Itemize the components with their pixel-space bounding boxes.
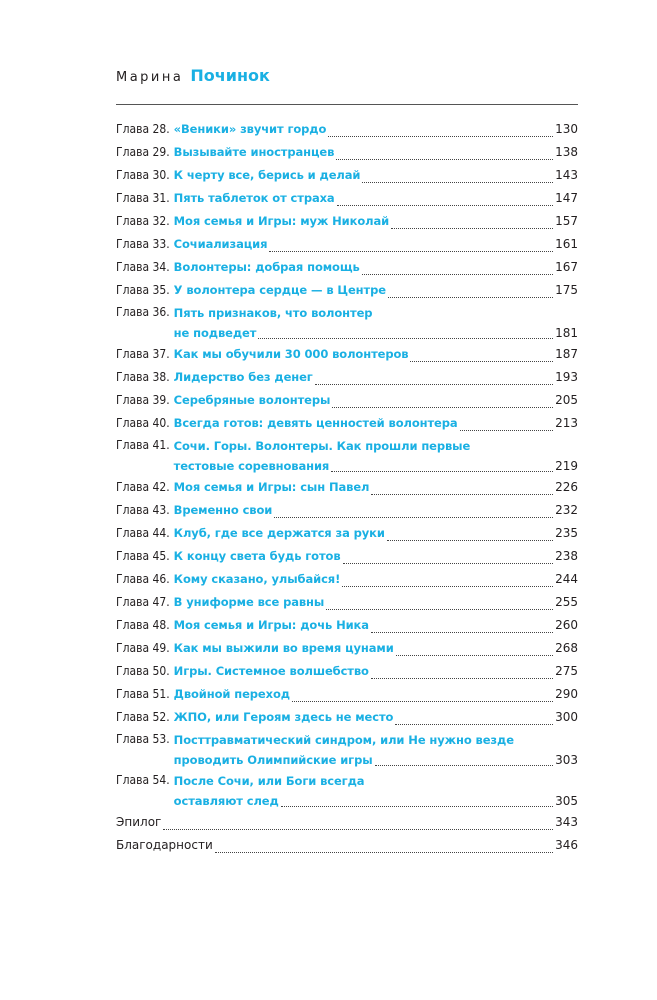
chapter-number: Глава 38.	[116, 370, 170, 384]
toc-entry	[116, 499, 578, 522]
chapter-number: Глава 44.	[116, 526, 170, 540]
dot-leader	[315, 383, 553, 385]
toc-entry	[116, 637, 578, 660]
dot-leader	[395, 723, 553, 725]
dot-leader	[332, 406, 553, 408]
toc-entry	[116, 389, 578, 412]
toc-entry	[116, 210, 578, 233]
chapter-title: Волонтеры: добрая помощь	[173, 260, 360, 274]
chapter-title: Сочиализация	[173, 237, 268, 251]
chapter-title: Игры. Системное волшебство	[173, 664, 369, 678]
chapter-title: К черту все, берись и делай	[173, 168, 361, 182]
toc-entry	[116, 683, 578, 706]
author-first-name: Марина	[116, 70, 184, 85]
dot-leader	[375, 764, 554, 766]
page-number: 161	[555, 237, 578, 251]
page-number: 290	[555, 687, 578, 701]
chapter-title: тестовые соревнования	[173, 459, 330, 473]
page-number: 205	[555, 393, 578, 407]
dot-leader	[342, 585, 553, 587]
section-title: Благодарности	[116, 838, 213, 852]
toc-entry	[116, 187, 578, 210]
dot-leader	[371, 677, 553, 679]
chapter-title: оставляют след	[173, 794, 279, 808]
chapter-title: Моя семья и Игры: дочь Ника	[173, 618, 369, 632]
toc-entry	[116, 366, 578, 389]
chapter-title-line: После Сочи, или Боги всегда	[173, 774, 365, 788]
page-number: 143	[555, 168, 578, 182]
page-number: 260	[555, 618, 578, 632]
chapter-title: Пять таблеток от страха	[173, 191, 335, 205]
chapter-title-line: Посттравматический синдром, или Не нужно везде	[173, 733, 514, 747]
chapter-title: В униформе все равны	[173, 595, 325, 609]
chapter-number: Глава 46.	[116, 572, 170, 586]
page-number: 305	[555, 794, 578, 808]
chapter-title: Клуб, где все держатся за руки	[173, 526, 385, 540]
page-number: 193	[555, 370, 578, 384]
dot-leader	[163, 828, 553, 830]
page-number: 138	[555, 145, 578, 159]
chapter-title: Моя семья и Игры: муж Николай	[173, 214, 390, 228]
chapter-title: Двойной переход	[173, 687, 290, 701]
chapter-number: Глава 54.	[116, 773, 170, 787]
dot-leader	[258, 337, 553, 339]
toc-entry	[116, 343, 578, 366]
page-number: 346	[555, 838, 578, 852]
toc-entry	[116, 545, 578, 568]
chapter-number: Глава 48.	[116, 618, 170, 632]
page-number: 238	[555, 549, 578, 563]
chapter-number: Глава 43.	[116, 503, 170, 517]
chapter-title-line: Пять признаков, что волонтер	[173, 306, 373, 320]
chapter-title: Моя семья и Игры: сын Павел	[173, 480, 370, 494]
chapter-title: Кому сказано, улыбайся!	[173, 572, 341, 586]
toc-entry	[116, 302, 578, 343]
chapter-number: Глава 47.	[116, 595, 170, 609]
chapter-number: Глава 39.	[116, 393, 170, 407]
chapter-title: Серебряные волонтеры	[173, 393, 331, 407]
chapter-number: Глава 32.	[116, 214, 170, 228]
toc-entry	[116, 279, 578, 302]
chapter-number: Глава 30.	[116, 168, 170, 182]
dot-leader	[391, 227, 553, 229]
chapter-number: Глава 49.	[116, 641, 170, 655]
toc-entry	[116, 164, 578, 187]
toc-entry	[116, 568, 578, 591]
dot-leader	[362, 273, 553, 275]
toc-entry	[116, 256, 578, 279]
chapter-title: «Веники» звучит гордо	[173, 122, 327, 136]
toc-entry	[116, 435, 578, 476]
page-number: 343	[555, 815, 578, 829]
dot-leader	[274, 516, 553, 518]
chapter-title: Всегда готов: девять ценностей волонтера	[173, 416, 458, 430]
page-number: 167	[555, 260, 578, 274]
chapter-number: Глава 35.	[116, 283, 170, 297]
dot-leader	[410, 360, 553, 362]
chapter-number: Глава 52.	[116, 710, 170, 724]
chapter-number: Глава 33.	[116, 237, 170, 251]
chapter-title: У волонтера сердце — в Центре	[173, 283, 386, 297]
dot-leader	[331, 470, 553, 472]
toc-entry	[116, 660, 578, 683]
chapter-number: Глава 40.	[116, 416, 170, 430]
dot-leader	[326, 608, 553, 610]
page-number: 147	[555, 191, 578, 205]
toc-entry	[116, 729, 578, 770]
dot-leader	[337, 204, 553, 206]
page-number: 219	[555, 459, 578, 473]
dot-leader	[460, 429, 554, 431]
running-header	[116, 66, 270, 85]
page-number: 303	[555, 753, 578, 767]
page-number: 181	[555, 326, 578, 340]
chapter-number: Глава 29.	[116, 145, 170, 159]
toc-entry	[116, 614, 578, 637]
chapter-title: Лидерство без денег	[173, 370, 313, 384]
page-number: 130	[555, 122, 578, 136]
page-number: 235	[555, 526, 578, 540]
chapter-number: Глава 36.	[116, 305, 170, 319]
page-number: 157	[555, 214, 578, 228]
dot-leader	[292, 700, 553, 702]
page-number: 187	[555, 347, 578, 361]
toc-entry	[116, 834, 578, 857]
page-number: 226	[555, 480, 578, 494]
dot-leader	[362, 181, 553, 183]
dot-leader	[343, 562, 554, 564]
chapter-number: Глава 28.	[116, 122, 170, 136]
dot-leader	[371, 493, 553, 495]
dot-leader	[328, 135, 553, 137]
dot-leader	[396, 654, 553, 656]
dot-leader	[269, 250, 553, 252]
chapter-number: Глава 31.	[116, 191, 170, 205]
chapter-number: Глава 45.	[116, 549, 170, 563]
page-number: 300	[555, 710, 578, 724]
toc-entry	[116, 412, 578, 435]
toc-entry	[116, 118, 578, 141]
section-title: Эпилог	[116, 815, 162, 829]
chapter-number: Глава 34.	[116, 260, 170, 274]
page-number: 213	[555, 416, 578, 430]
toc-entry	[116, 522, 578, 545]
page-number: 175	[555, 283, 578, 297]
table-of-contents	[116, 118, 578, 857]
page-number: 244	[555, 572, 578, 586]
toc-entry	[116, 233, 578, 256]
chapter-number: Глава 37.	[116, 347, 170, 361]
chapter-title: К концу света будь готов	[173, 549, 341, 563]
page-number: 232	[555, 503, 578, 517]
chapter-title: ЖПО, или Героям здесь не место	[173, 710, 394, 724]
chapter-title: не подведет	[173, 326, 257, 340]
toc-entry	[116, 706, 578, 729]
dot-leader	[281, 805, 553, 807]
chapter-number: Глава 42.	[116, 480, 170, 494]
toc-entry	[116, 811, 578, 834]
chapter-title: Как мы выжили во время цунами	[173, 641, 394, 655]
chapter-title: проводить Олимпийские игры	[173, 753, 373, 767]
dot-leader	[371, 631, 553, 633]
dot-leader	[215, 851, 553, 853]
dot-leader	[336, 158, 553, 160]
author-last-name: Починок	[190, 66, 270, 85]
page-number: 268	[555, 641, 578, 655]
chapter-title: Вызывайте иностранцев	[173, 145, 335, 159]
chapter-title: Временно свои	[173, 503, 273, 517]
toc-entry	[116, 141, 578, 164]
dot-leader	[387, 539, 553, 541]
chapter-number: Глава 41.	[116, 438, 170, 452]
chapter-number: Глава 51.	[116, 687, 170, 701]
page-number: 255	[555, 595, 578, 609]
page-number: 275	[555, 664, 578, 678]
dot-leader	[388, 296, 553, 298]
toc-entry	[116, 770, 578, 811]
chapter-number: Глава 50.	[116, 664, 170, 678]
chapter-number: Глава 53.	[116, 732, 170, 746]
toc-entry	[116, 476, 578, 499]
chapter-title: Как мы обучили 30 000 волонтеров	[173, 347, 409, 361]
chapter-title-line: Сочи. Горы. Волонтеры. Как прошли первые	[173, 439, 471, 453]
toc-entry	[116, 591, 578, 614]
header-rule	[116, 104, 578, 105]
